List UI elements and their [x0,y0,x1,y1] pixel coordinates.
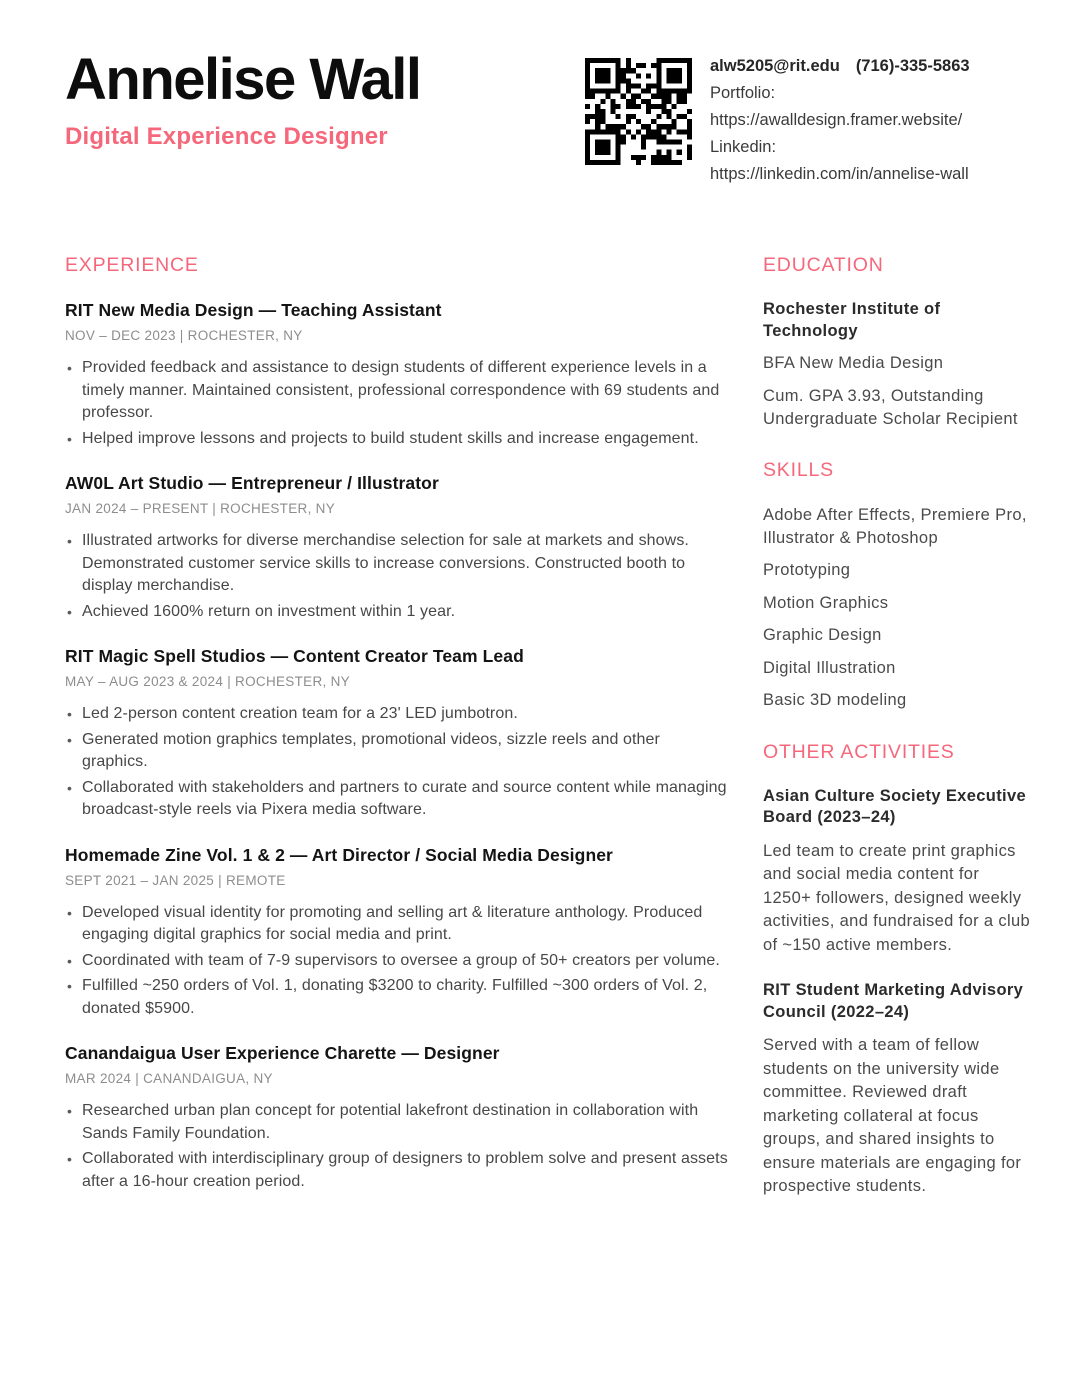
education-section [763,254,1032,430]
skill-item: Basic 3D modeling [763,691,907,709]
job-entry [65,473,730,623]
job-bullets [65,902,730,1021]
activity-entry [763,980,1032,1199]
bullet-item: • Collaborated with stakeholders and partners to curate and source content while managing broadcast-style reels via Pixera media software. [65,777,730,822]
job-bullets [65,703,730,822]
skill-item: Graphic Design [763,626,882,644]
bullet-item: • Provided feedback and assistance to design students of different experience levels in a timely manner. Maintained consistent, professional correspondence with 69 students and professor. [65,357,730,425]
job-title: RIT Magic Spell Studios — Content Creator Team Lead [65,646,524,666]
job-bullets [65,357,730,450]
job-entry [65,1043,730,1193]
bullet-item: • Helped improve lessons and projects to build student skills and increase engagement. [65,428,730,451]
education-school: Rochester Institute of Technology [763,300,941,340]
linkedin-url[interactable]: https://linkedin.com/in/annelise-wall [710,165,969,183]
main-columns [65,254,1032,1199]
sidebar-column [763,254,1032,1199]
job-meta: NOV – DEC 2023 | ROCHESTER, NY [65,328,303,343]
job-entry [65,646,730,822]
activities-heading: OTHER ACTIVITIES [763,740,955,763]
contact-line-primary [710,53,1032,80]
skill-item: Prototyping [763,561,851,579]
contact-block [710,53,1032,188]
skills-list [763,504,1032,712]
job-entry [65,300,730,450]
bullet-item: • Generated motion graphics templates, promotional videos, sizzle reels and other graphics. [65,729,730,774]
education-heading: EDUCATION [763,254,884,276]
bullet-item: • Achieved 1600% return on investment within 1 year. [65,601,730,624]
job-bullets [65,1100,730,1193]
job-title: AW0L Art Studio — Entrepreneur / Illustrator [65,473,439,493]
education-honors: Cum. GPA 3.93, Outstanding Undergraduate Scholar Recipient [763,387,1018,428]
name-block [65,44,573,151]
job-meta: SEPT 2021 – JAN 2025 | REMOTE [65,872,286,888]
activity-body: Served with a team of fellow students on the university wide committee. Reviewed draft marketing collateral at focus groups, and shared insights to ensure materials are engaging for prospective students. [763,1036,1022,1195]
header [65,44,1032,188]
skill-item: Digital Illustration [763,658,896,677]
bullet-item: • Researched urban plan concept for potential lakefront destination in collaboration with Sands Family Foundation. [65,1100,730,1145]
job-title: RIT New Media Design — Teaching Assistant [65,300,442,320]
job-meta: MAR 2024 | CANANDAIGUA, NY [65,1071,273,1086]
job-title: Homemade Zine Vol. 1 & 2 — Art Director / Social Media Designer [65,844,613,865]
skills-section [763,459,1032,712]
email-text[interactable]: alw5205@rit.edu [710,57,840,75]
activities-section [763,741,1032,1199]
bullet-item: • Led 2-person content creation team for a 23' LED jumbotron. [65,703,730,726]
header-right [585,44,1032,188]
job-bullets [65,530,730,623]
activity-entry [763,786,1032,958]
activity-title: RIT Student Marketing Advisory Council (2022–24) [763,981,1024,1021]
job-meta: MAY – AUG 2023 & 2024 | ROCHESTER, NY [65,674,350,689]
education-degree: BFA New Media Design [763,354,944,372]
skill-item: Adobe After Effects, Premiere Pro, Illustrator & Photoshop [763,506,1027,547]
portfolio-label: Portfolio: [710,84,776,102]
skills-heading: SKILLS [763,459,834,481]
bullet-item: • Collaborated with interdisciplinary group of designers to problem solve and present assets after a 16-hour creation period. [65,1148,730,1193]
bullet-item: • Developed visual identity for promoting and selling art & literature anthology. Produced engaging digital graphics for social media and print. [65,902,730,947]
job-entry [65,845,730,1021]
experience-heading: EXPERIENCE [65,254,199,276]
qr-code-icon [585,58,692,165]
bullet-item: • Illustrated artworks for diverse merchandise selection for sale at markets and shows. Demonstrated customer service skills to increase conversions. Constructed booth to display merchandise. [65,530,730,598]
activity-title: Asian Culture Society Executive Board (2023–24) [763,786,1027,826]
bullet-item: • Fulfilled ~250 orders of Vol. 1, donating $3200 to charity. Fulfilled ~300 orders of Vol. 2, donated $5900. [65,975,730,1020]
portfolio-url[interactable]: https://awalldesign.framer.website/ [710,111,963,129]
job-title: Canandaigua User Experience Charette — Designer [65,1043,500,1063]
job-meta: JAN 2024 – PRESENT | ROCHESTER, NY [65,501,336,516]
skill-item: Motion Graphics [763,593,889,612]
job-title-subtitle: Digital Experience Designer [65,122,388,150]
bullet-item: • Coordinated with team of 7-9 supervisors to oversee a group of 50+ creators per volume. [65,950,730,973]
experience-column [65,254,730,1199]
activity-body: Led team to create print graphics and social media content for 1250+ followers, designed weekly activities, and fundraised for a club of ~150 active members. [763,841,1031,954]
phone-text: (716)-335-5863 [855,57,970,75]
person-name: Annelise Wall [65,47,421,112]
linkedin-label: Linkedin: [710,138,777,156]
